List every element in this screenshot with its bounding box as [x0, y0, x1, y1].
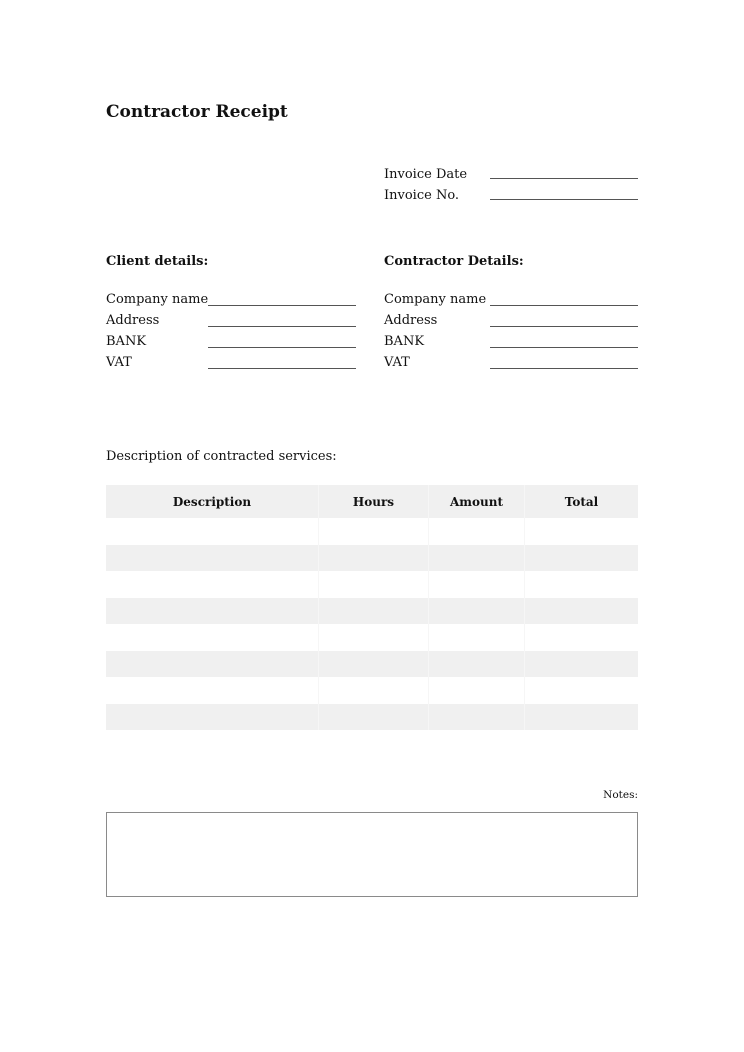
table-row	[106, 704, 638, 730]
table-row	[106, 624, 638, 651]
table-row	[106, 677, 638, 704]
table-cell[interactable]	[319, 704, 429, 730]
table-cell[interactable]	[525, 518, 638, 545]
table-cell[interactable]	[429, 651, 525, 677]
column-header-description: Description	[106, 485, 319, 518]
table-row	[106, 545, 638, 571]
table-cell[interactable]	[106, 704, 319, 730]
client-bank-label: BANK	[106, 334, 147, 349]
client-bank-field[interactable]	[208, 347, 356, 348]
services-table-header	[106, 485, 638, 518]
client-vat-field[interactable]	[208, 368, 356, 369]
table-cell[interactable]	[429, 518, 525, 545]
client-company-name-label: Company name	[106, 292, 209, 307]
column-header-amount: Amount	[429, 485, 525, 518]
column-header-total: Total	[564, 494, 599, 509]
invoice-number-field[interactable]	[490, 199, 638, 200]
table-cell[interactable]	[429, 571, 525, 598]
table-cell[interactable]	[106, 624, 319, 651]
invoice-number-label: Invoice No.	[384, 188, 460, 203]
client-address-label: Address	[106, 313, 160, 328]
table-cell[interactable]	[525, 571, 638, 598]
contractor-bank-field[interactable]	[490, 347, 638, 348]
contractor-company-name-label: Company name	[384, 292, 487, 307]
notes-textarea[interactable]	[106, 812, 638, 897]
contractor-address-field[interactable]	[490, 326, 638, 327]
table-cell[interactable]	[106, 651, 319, 677]
table-cell[interactable]	[319, 518, 429, 545]
table-cell[interactable]	[106, 677, 319, 704]
contractor-address-label: Address	[384, 313, 438, 328]
table-row	[106, 598, 638, 624]
contractor-bank-label: BANK	[384, 334, 425, 349]
table-cell[interactable]	[319, 677, 429, 704]
table-cell[interactable]	[319, 545, 429, 571]
contractor-details-heading: Contractor Details:	[384, 254, 524, 269]
invoice-date-label: Invoice Date	[384, 167, 468, 182]
column-header-hours: Hours	[319, 485, 429, 518]
table-cell[interactable]	[525, 677, 638, 704]
invoice-date-field[interactable]	[490, 178, 638, 179]
client-details-heading: Client details:	[106, 254, 209, 269]
contractor-vat-field[interactable]	[490, 368, 638, 369]
table-cell[interactable]	[429, 598, 525, 624]
client-company-name-field[interactable]	[208, 305, 356, 306]
client-vat-label: VAT	[106, 355, 132, 370]
table-cell[interactable]	[106, 598, 319, 624]
table-cell[interactable]	[525, 545, 638, 571]
table-cell[interactable]	[319, 624, 429, 651]
table-cell[interactable]	[106, 545, 319, 571]
services-table	[106, 485, 638, 730]
table-cell[interactable]	[319, 651, 429, 677]
table-cell[interactable]	[106, 518, 319, 545]
table-cell[interactable]	[525, 704, 638, 730]
services-description-label: Description of contracted services:	[106, 449, 337, 464]
table-cell[interactable]	[106, 571, 319, 598]
table-cell[interactable]	[429, 677, 525, 704]
contractor-vat-label: VAT	[384, 355, 410, 370]
table-cell[interactable]	[319, 598, 429, 624]
table-cell[interactable]	[525, 624, 638, 651]
table-cell[interactable]	[429, 704, 525, 730]
table-row	[106, 518, 638, 545]
table-row	[106, 571, 638, 598]
client-address-field[interactable]	[208, 326, 356, 327]
contractor-company-name-field[interactable]	[490, 305, 638, 306]
table-cell[interactable]	[525, 598, 638, 624]
table-row	[106, 651, 638, 677]
notes-label: Notes:	[603, 789, 638, 801]
table-cell[interactable]	[319, 571, 429, 598]
table-cell[interactable]	[429, 624, 525, 651]
table-cell[interactable]	[525, 651, 638, 677]
document-title: Contractor Receipt	[106, 102, 288, 122]
table-cell[interactable]	[429, 545, 525, 571]
